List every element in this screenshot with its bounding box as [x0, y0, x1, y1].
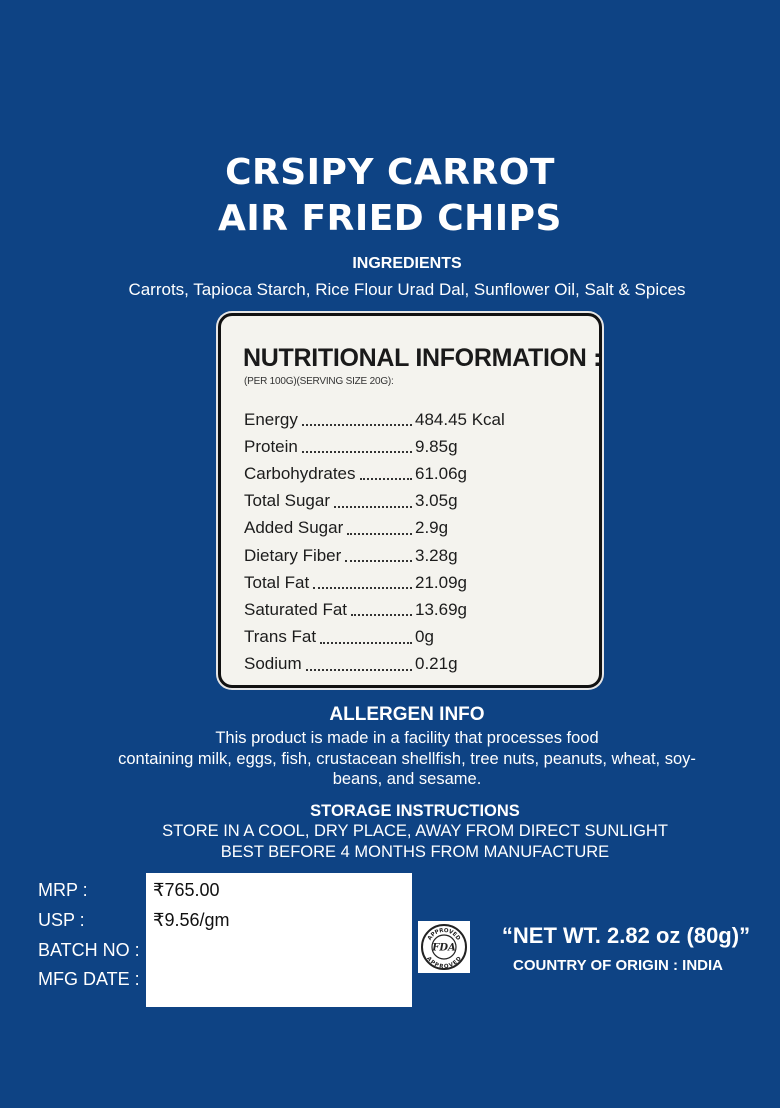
- nutrient-value: 2.9g: [415, 518, 449, 538]
- nutrient-value: 0.21g: [415, 654, 458, 674]
- fda-seal-graphic: [420, 923, 468, 971]
- nutrient-name: Sodium: [244, 654, 302, 674]
- ingredients-heading: INGREDIENTS: [352, 255, 462, 272]
- dot-leader: [320, 640, 412, 644]
- nutrient-value: 0g: [415, 627, 434, 647]
- nutrition-row: [244, 460, 584, 487]
- nutrient-value: 3.28g: [415, 545, 458, 565]
- ingredients-text: Carrots, Tapioca Starch, Rice Flour Urad Dal, Sunflower Oil, Salt & Spices: [128, 280, 686, 299]
- dot-leader: [360, 476, 412, 480]
- allergen-heading: ALLERGEN INFO: [329, 704, 485, 725]
- dot-leader: [351, 612, 412, 616]
- nutrient-name: Carbohydrates: [244, 463, 356, 483]
- fda-seal-top-text: APPROVED: [426, 927, 462, 942]
- nutrient-name: Trans Fat: [244, 627, 317, 647]
- nutrition-row: [244, 624, 584, 651]
- nutrient-name: Energy: [244, 409, 298, 429]
- nutrition-row: [244, 406, 584, 433]
- net-weight: “NET WT. 2.82 oz (80g)”: [501, 923, 751, 948]
- nutrition-row: [244, 596, 584, 623]
- product-title-line2: AIR FRIED CHIPS: [218, 198, 562, 239]
- usp-label: USP :: [38, 910, 85, 930]
- storage-line: STORE IN A COOL, DRY PLACE, AWAY FROM DIRECT SUNLIGHT: [162, 822, 668, 840]
- dot-leader: [347, 531, 412, 535]
- nutrient-name: Added Sugar: [244, 518, 344, 538]
- nutrient-name: Total Sugar: [244, 491, 330, 511]
- nutrient-name: Saturated Fat: [244, 599, 348, 619]
- dot-leader: [313, 585, 412, 589]
- dot-leader: [334, 504, 412, 508]
- nutrition-title: NUTRITIONAL INFORMATION :: [243, 344, 602, 372]
- fda-approved-seal-icon: [418, 921, 470, 973]
- nutrient-value: 13.69g: [415, 599, 467, 619]
- dot-leader: [306, 667, 412, 671]
- nutrition-row: [244, 515, 584, 542]
- nutrition-panel: [218, 313, 602, 688]
- nutrition-row: [244, 542, 584, 569]
- svg-text:APPROVED: [425, 956, 463, 971]
- nutrition-list: [244, 406, 584, 678]
- price-sticker: [146, 873, 412, 1007]
- nutrient-value: 3.05g: [415, 491, 458, 511]
- allergen-line: This product is made in a facility that processes food: [215, 729, 599, 747]
- mfg-date-label: MFG DATE :: [38, 969, 140, 989]
- dot-leader: [302, 422, 412, 426]
- storage-heading: STORAGE INSTRUCTIONS: [310, 802, 520, 820]
- nutrient-name: Total Fat: [244, 572, 310, 592]
- nutrient-value: 21.09g: [415, 572, 467, 592]
- nutrition-subtitle: (PER 100G)(SERVING SIZE 20G):: [244, 376, 394, 387]
- country-of-origin: COUNTRY OF ORIGIN : INDIA: [513, 957, 723, 974]
- nutrient-value: 484.45 Kcal: [415, 409, 505, 429]
- nutrition-row: [244, 569, 584, 596]
- dot-leader: [302, 449, 412, 453]
- product-title: [0, 150, 780, 242]
- product-title-line1: CRSIPY CARROT: [225, 152, 555, 193]
- usp-value: ₹9.56/gm: [153, 910, 230, 930]
- nutrient-name: Protein: [244, 436, 298, 456]
- dot-leader: [345, 558, 412, 562]
- mrp-label: MRP :: [38, 880, 88, 900]
- nutrient-value: 9.85g: [415, 436, 458, 456]
- nutrient-name: Dietary Fiber: [244, 545, 342, 565]
- allergen-line: containing milk, eggs, fish, crustacean shellfish, tree nuts, peanuts, wheat, soy-: [118, 749, 696, 768]
- nutrition-row: [244, 651, 584, 678]
- allergen-line: beans, and sesame.: [332, 770, 482, 788]
- mrp-value: ₹765.00: [153, 880, 220, 900]
- fda-seal-center-text: FDA: [432, 942, 456, 954]
- nutrition-row: [244, 433, 584, 460]
- storage-line: BEST BEFORE 4 MONTHS FROM MANUFACTURE: [220, 843, 610, 861]
- batch-label: BATCH NO :: [38, 940, 140, 960]
- fda-seal-bottom-text: APPROVED: [425, 955, 463, 971]
- nutrient-value: 61.06g: [415, 463, 467, 483]
- nutrition-row: [244, 488, 584, 515]
- allergen-text: [80, 728, 734, 790]
